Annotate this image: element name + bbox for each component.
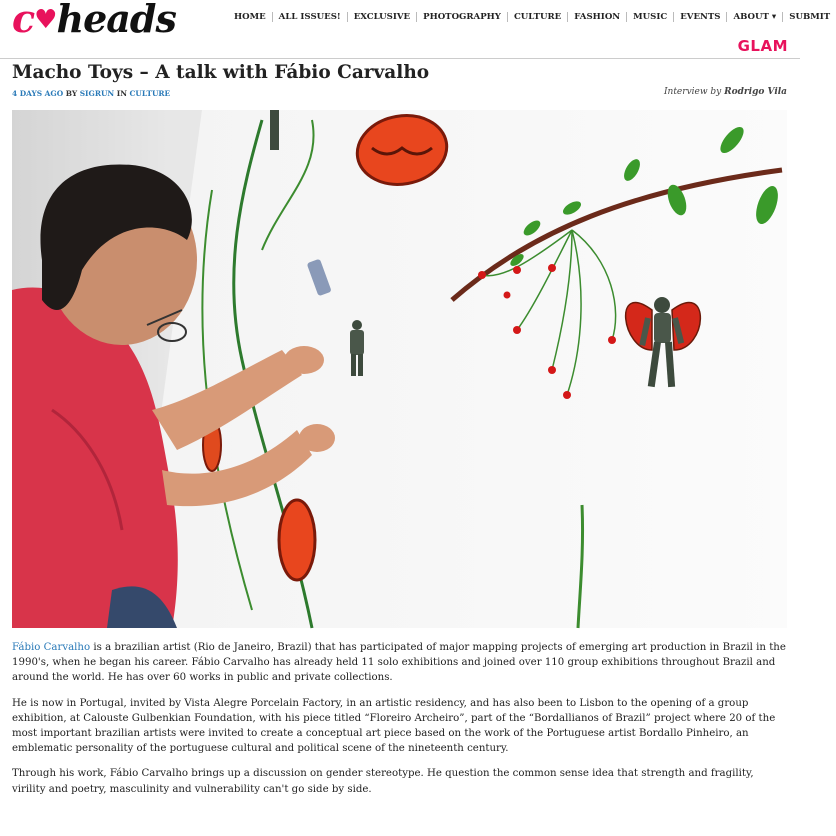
nav-submit[interactable]: SUBMIT xyxy=(789,12,831,22)
paragraph-1 xyxy=(12,640,788,686)
article-title[interactable]: Macho Toys – A talk with Fábio Carvalho xyxy=(12,62,430,83)
nav-all-issues[interactable]: ALL ISSUES! xyxy=(278,12,341,22)
hero-photo-illustration xyxy=(12,110,787,628)
nav-exclusive[interactable]: EXCLUSIVE xyxy=(353,12,411,22)
interview-credit xyxy=(664,87,787,97)
paragraph-1-text: is a brazilian artist (Rio de Janeiro, Brazil) that has participated of major mapping projects of emerging art production in Brazil in the 1990's, when he began his career. Fábio Carvalho has already held 11 solo exhibitions and joined over 110 group exhibitions throughout Brazil and around the world. He has over 60 works in public and private collections. xyxy=(12,642,786,684)
post-time[interactable]: 4 DAYS AGO xyxy=(12,89,64,98)
site-header xyxy=(0,0,831,59)
category-link[interactable]: CULTURE xyxy=(129,89,171,98)
logo-heart-icon: ♥ xyxy=(34,5,57,35)
meta-by: BY xyxy=(63,89,80,98)
hero-image xyxy=(12,110,787,628)
nav-photography[interactable]: PHOTOGRAPHY xyxy=(423,12,501,22)
logo-text: heads xyxy=(56,0,176,41)
paragraph-2: He is now in Portugal, invited by Vista Alegre Porcelain Factory, in an artistic residency, and has also been to Lisbon to the opening of a group exhibition, at Calouste Gulbenkian Foundation, with his piece titled “Floreiro Archeiro”, part of the “Bordallianos of Brazil” project where 20 of the most important brazilian artists were invited to create a conceptual art piece based on the work of the Portuguese artist Bordallo Pinheiro, an emblematic personality of the portuguese cultural and political scene of the nineteenth century. xyxy=(12,697,776,755)
author-link[interactable]: SIGRUN xyxy=(79,89,115,98)
main-nav xyxy=(228,12,836,22)
nav-events[interactable]: EVENTS xyxy=(680,12,721,22)
nav-fashion[interactable]: FASHION xyxy=(574,12,621,22)
nav-home[interactable]: HOME xyxy=(234,12,266,22)
logo-c: c xyxy=(12,0,35,41)
site-logo[interactable] xyxy=(12,0,176,41)
article-body xyxy=(12,640,788,807)
nav-culture[interactable]: CULTURE xyxy=(513,12,562,22)
artist-link[interactable]: Fábio Carvalho xyxy=(12,642,91,653)
meta-in: IN xyxy=(114,89,130,98)
nav-about[interactable]: ABOUT ▾ xyxy=(733,12,777,22)
article-meta xyxy=(12,89,170,98)
credit-name: Rodrigo Vila xyxy=(724,87,787,97)
nav-music[interactable]: MUSIC xyxy=(633,12,668,22)
paragraph-3: Through his work, Fábio Carvalho brings up a discussion on gender stereotype. He question the common sense idea that strength and fragility, virility and poetry, masculinity and vulnerability can't go side by side. xyxy=(12,768,754,795)
section-label[interactable]: GLAM xyxy=(737,37,788,55)
credit-prefix: Interview by xyxy=(663,87,725,97)
